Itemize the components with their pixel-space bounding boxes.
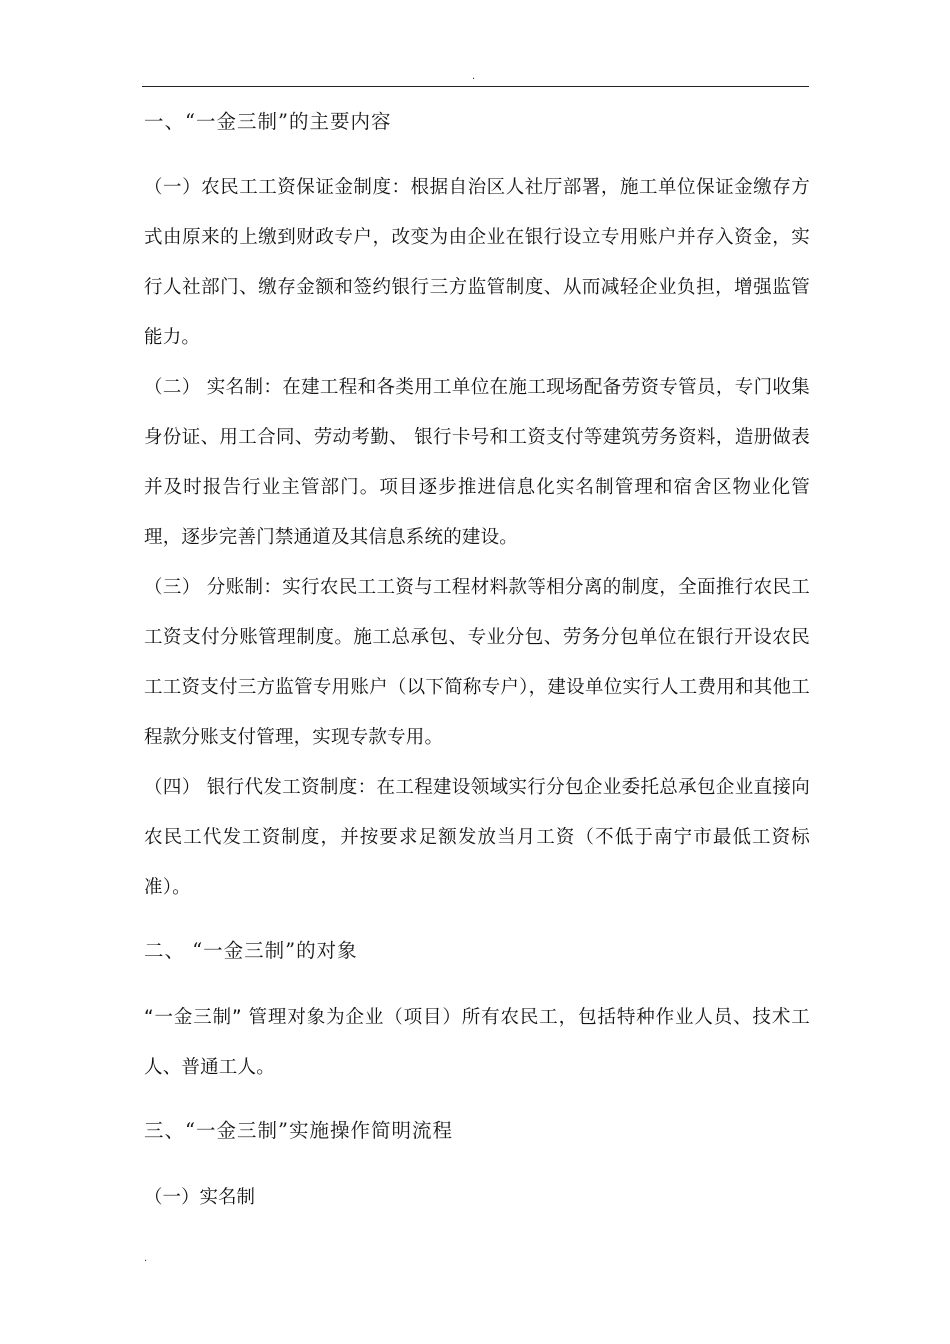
section-2-body: “一金三制” 管理对象为企业（项目）所有农民工，包括特种作业人员、技术工人、普通工人。 bbox=[144, 1007, 810, 1078]
section-1-item-4: （四） 银行代发工资制度：在工程建设领域实行分包企业委托总承包企业直接向农民工代发工资制度，并按要求足额发放当月工资（不低于南宁市最低工资标准）。 bbox=[144, 777, 810, 898]
section-1-item-2: （二） 实名制：在建工程和各类用工单位在施工现场配备劳资专管员，专门收集身份证、用工合同、劳动考勤、 银行卡号和工资支付等建筑劳务资料，造册做表并及时报告行业主管部门。项目逐步推进信息化实名制管理和宿舍区物业化管理，逐步完善门禁通道及其信息系统的建设。 bbox=[144, 377, 810, 548]
footer-mark: . bbox=[144, 1253, 148, 1264]
section-3-heading: 三、“一金三制”实施操作简明流程 bbox=[144, 1119, 453, 1142]
section-1-item-3: （三） 分账制：实行农民工工资与工程材料款等相分离的制度，全面推行农民工工资支付分账管理制度。施工总承包、专业分包、劳务分包单位在银行开设农民工工资支付三方监管专用账户（以下简称专户），建设单位实行人工费用和其他工程款分账支付管理，实现专款专用。 bbox=[144, 577, 810, 748]
section-1-heading: 一、“一金三制”的主要内容 bbox=[144, 110, 392, 133]
document-body bbox=[144, 100, 810, 1223]
header-rule bbox=[142, 86, 809, 87]
section-3-subheading-1: （一）实名制 bbox=[144, 1187, 256, 1208]
section-2-heading: 二、 “一金三制”的对象 bbox=[144, 939, 358, 962]
header-mark: . bbox=[472, 71, 476, 82]
section-1-item-1: （一）农民工工资保证金制度：根据自治区人社厅部署，施工单位保证金缴存方式由原来的上缴到财政专户，改变为由企业在银行设立专用账户并存入资金，实行人社部门、缴存金额和签约银行三方监管制度、从而减轻企业负担，增强监管能力。 bbox=[144, 177, 810, 348]
